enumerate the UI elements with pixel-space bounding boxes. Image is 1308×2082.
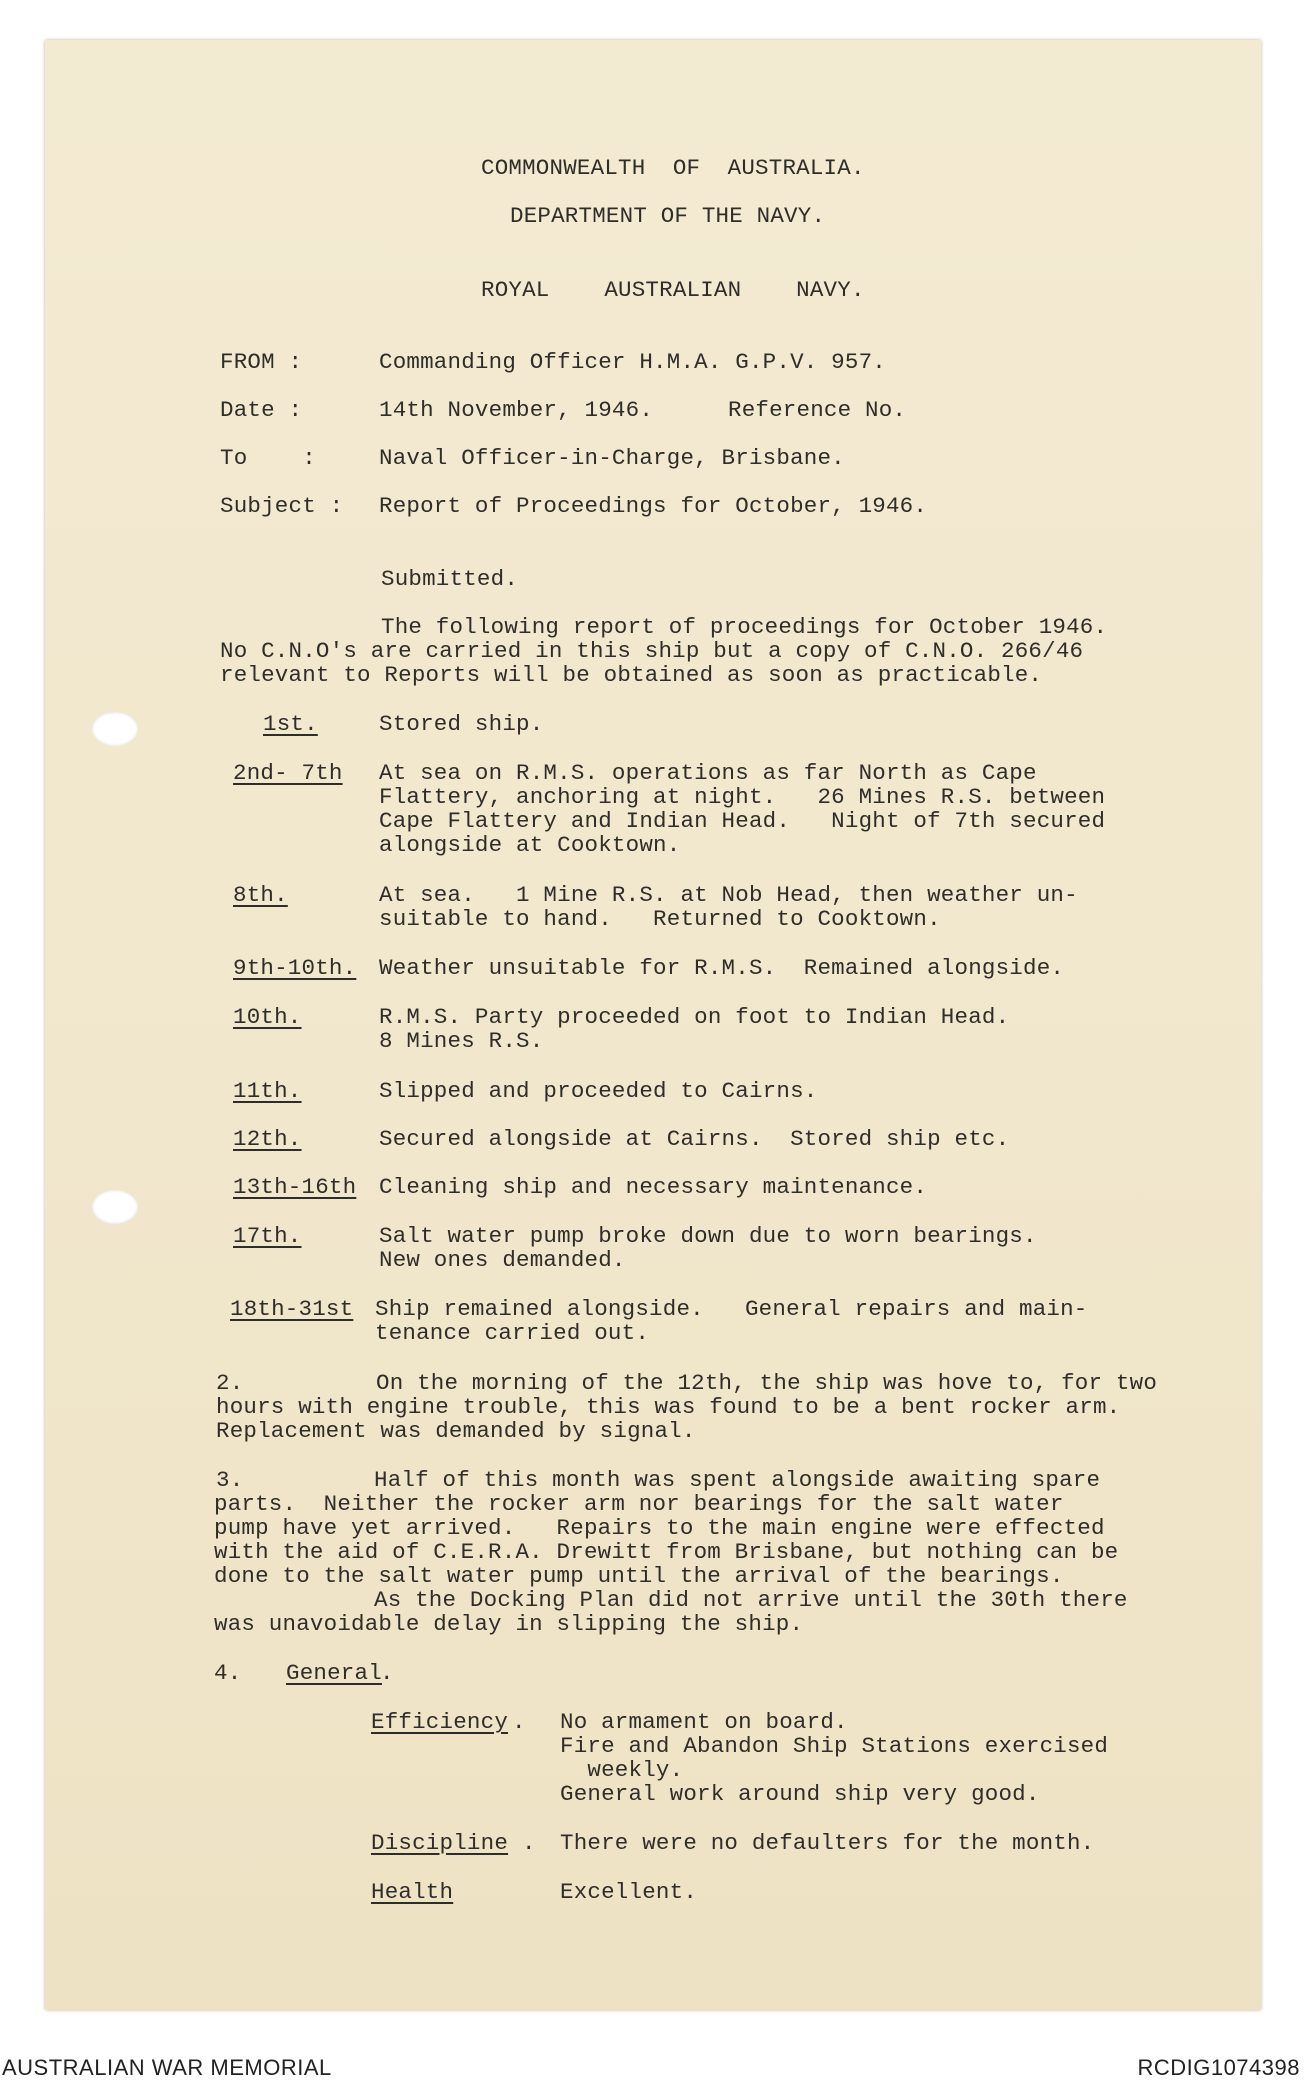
diary-date: 8th. <box>233 882 288 908</box>
header-navy: ROYAL AUSTRALIAN NAVY. <box>481 277 865 303</box>
diary-date: 9th-10th. <box>233 955 357 981</box>
para2-line: On the morning of the 12th, the ship was hove to, for two <box>376 1370 1158 1396</box>
date-value: 14th November, 1946. <box>379 397 654 423</box>
para4-number: 4. <box>214 1660 242 1686</box>
efficiency-text: No armament on board. <box>560 1709 848 1735</box>
diary-text: Cleaning ship and necessary maintenance. <box>379 1174 928 1200</box>
subject-value: Report of Proceedings for October, 1946. <box>379 493 928 519</box>
para3-line: was unavoidable delay in slipping the ship. <box>214 1611 804 1637</box>
footer-source: AUSTRALIAN WAR MEMORIAL <box>2 2055 332 2080</box>
diary-text: Flattery, anchoring at night. 26 Mines R.S. between <box>379 784 1106 810</box>
intro-line: No C.N.O's are carried in this ship but a copy of C.N.O. 266/46 <box>220 638 1084 664</box>
subject-label: Subject : <box>220 493 344 519</box>
diary-text: Stored ship. <box>379 711 544 737</box>
submitted-text: Submitted. <box>381 566 519 592</box>
discipline-text: There were no defaulters for the month. <box>560 1830 1095 1856</box>
header-department: DEPARTMENT OF THE NAVY. <box>510 203 826 229</box>
para2-number: 2. <box>216 1370 244 1396</box>
para2-line: hours with engine trouble, this was found to be a bent rocker arm. <box>216 1394 1121 1420</box>
efficiency-text: General work around ship very good. <box>560 1781 1040 1807</box>
diary-text: At sea on R.M.S. operations as far North as Cape <box>379 760 1037 786</box>
intro-line: The following report of proceedings for October 1946. <box>381 614 1108 640</box>
para3-line: with the aid of C.E.R.A. Drewitt from Brisbane, but nothing can be <box>214 1539 1119 1565</box>
para3-line: Half of this month was spent alongside awaiting spare <box>374 1467 1101 1493</box>
diary-date: 2nd- 7th <box>233 760 343 786</box>
para3-number: 3. <box>216 1467 244 1493</box>
para3-line: As the Docking Plan did not arrive until the 30th there <box>374 1587 1128 1613</box>
para2-line: Replacement was demanded by signal. <box>216 1418 696 1444</box>
diary-text: tenance carried out. <box>375 1320 650 1346</box>
from-label: FROM : <box>220 349 303 375</box>
efficiency-label: Efficiency <box>371 1709 509 1735</box>
diary-text: 8 Mines R.S. <box>379 1028 544 1054</box>
punch-hole <box>92 1190 138 1224</box>
diary-date: 1st. <box>263 711 318 737</box>
intro-line: relevant to Reports will be obtained as soon as practicable. <box>220 662 1043 688</box>
efficiency-text: weekly. <box>560 1757 684 1783</box>
para3-line: parts. Neither the rocker arm nor bearings for the salt water <box>214 1491 1064 1517</box>
general-heading: General <box>286 1660 382 1686</box>
health-text: Excellent. <box>560 1879 698 1905</box>
to-value: Naval Officer-in-Charge, Brisbane. <box>379 445 845 471</box>
diary-text: Cape Flattery and Indian Head. Night of 7th secured <box>379 808 1106 834</box>
diary-text: Ship remained alongside. General repairs and main- <box>375 1296 1088 1322</box>
efficiency-text: Fire and Abandon Ship Stations exercised <box>560 1733 1109 1759</box>
diary-text: alongside at Cooktown. <box>379 832 681 858</box>
health-label: Health <box>371 1879 454 1905</box>
diary-text: Weather unsuitable for R.M.S. Remained alongside. <box>379 955 1065 981</box>
efficiency-period: . <box>512 1709 526 1735</box>
to-label: To : <box>220 445 316 471</box>
diary-text: Secured alongside at Cairns. Stored ship etc. <box>379 1126 1010 1152</box>
from-value: Commanding Officer H.M.A. G.P.V. 957. <box>379 349 886 375</box>
diary-text: R.M.S. Party proceeded on foot to Indian Head. <box>379 1004 1010 1030</box>
diary-text: suitable to hand. Returned to Cooktown. <box>379 906 941 932</box>
general-heading-period: . <box>380 1660 394 1686</box>
footer-id: RCDIG1074398 <box>1137 2055 1300 2080</box>
diary-text: At sea. 1 Mine R.S. at Nob Head, then weather un- <box>379 882 1078 908</box>
diary-date: 18th-31st <box>230 1296 354 1322</box>
para3-line: pump have yet arrived. Repairs to the main engine were effected <box>214 1515 1105 1541</box>
diary-text: New ones demanded. <box>379 1247 626 1273</box>
diary-date: 10th. <box>233 1004 302 1030</box>
diary-text: Slipped and proceeded to Cairns. <box>379 1078 818 1104</box>
para3-line: done to the salt water pump until the arrival of the bearings. <box>214 1563 1064 1589</box>
diary-date: 11th. <box>233 1078 302 1104</box>
punch-hole <box>92 712 138 746</box>
diary-date: 13th-16th <box>233 1174 357 1200</box>
diary-date: 17th. <box>233 1223 302 1249</box>
diary-text: Salt water pump broke down due to worn bearings. <box>379 1223 1037 1249</box>
reference-label: Reference No. <box>728 397 907 423</box>
diary-date: 12th. <box>233 1126 302 1152</box>
header-commonwealth: COMMONWEALTH OF AUSTRALIA. <box>481 155 865 181</box>
discipline-period: . <box>522 1830 536 1856</box>
discipline-label: Discipline <box>371 1830 509 1856</box>
date-label: Date : <box>220 397 303 423</box>
